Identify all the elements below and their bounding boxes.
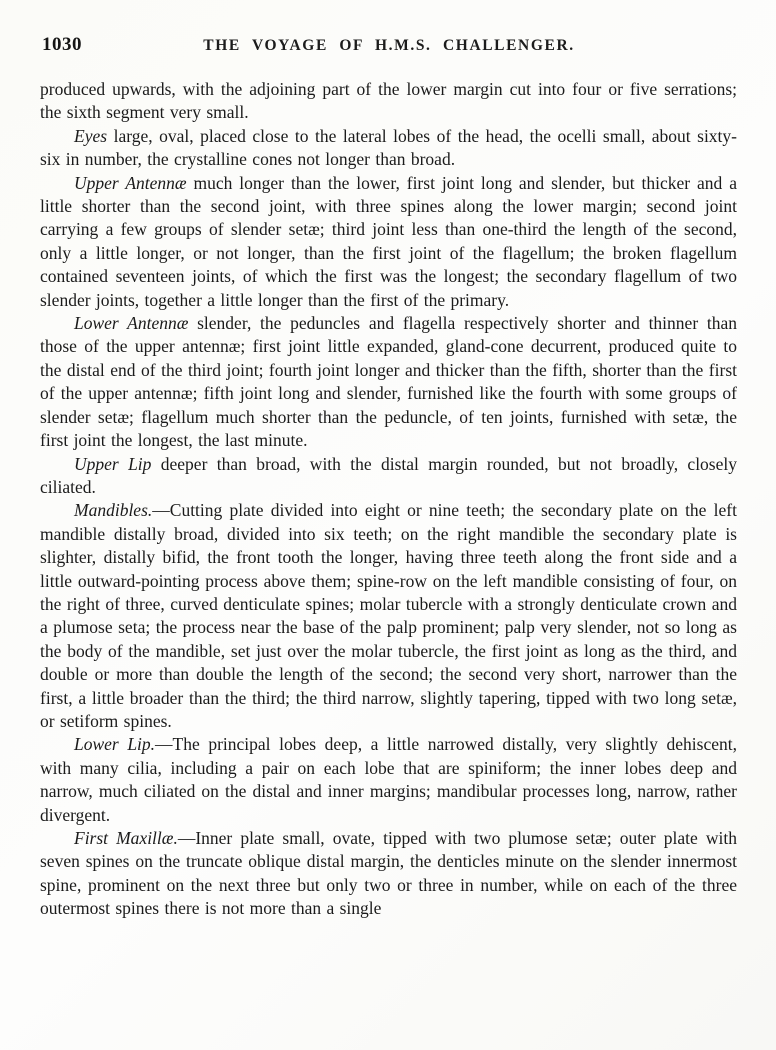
paragraph-lead: Eyes [74,125,108,146]
paragraph: Eyes large, oval, placed close to the lateral lobes of the head, the ocelli small, about sixty-six in number, the crystalline cones not longer than broad. [40,125,737,170]
paragraph-lead: Upper Antennæ [74,172,187,193]
paragraph: Upper Antennæ much longer than the lower, first joint long and slender, but thicker and a little shorter than the second joint, with three spines along the lower margin; second joint carrying a few groups of slender setæ; third joint less than one-third the length of the second, only a little longer, or not longer, than the first joint of the flagellum; the broken flagellum contained seventeen joints, of which the first was the longest; the secondary flagellum of two slender joints, together a little longer than the first of the primary. [40,172,737,310]
paragraph: Mandibles.—Cutting plate divided into eight or nine teeth; the secondary plate on the left mandible distally broad, divided into six teeth; on the right mandible the secondary plate is slighter, distally bifid, the front tooth the longer, having three teeth along the front side and a little outward-pointing process above them; spine-row on the left mandible consisting of four, on the right of three, curved denticulate spines; molar tubercle with a strongly denticulate crown and a plumose seta; the process near the base of the palp prominent; palp very slender, not so long as the body of the mandible, set just over the molar tubercle, the first joint as long as the third, and double or more than double the length of the second; the second very short, narrower than the first, a little broader than the third; the third narrow, slightly tapering, tipped with two long setæ, or setiform spines. [40,500,737,731]
paragraph: Lower Antennæ slender, the peduncles and flagella respectively shorter and thinner than those of the upper antennæ; first joint little expanded, gland-cone decurrent, produced quite to the distal end of the third joint; fourth joint longer and thicker than the fifth, shorter than the first of the upper antennæ; fifth joint long and slender, furnished like the fourth with some groups of slender setæ; flagellum much shorter than the peduncle, of ten joints, furnished with setæ, the first joint the longest, the last minute. [40,313,737,451]
paragraph: Upper Lip deeper than broad, with the distal margin rounded, but not broadly, closely ciliated. [40,453,737,497]
paragraph-lead: First Maxillæ. [74,828,178,848]
paragraph-lead: Upper Lip [74,453,152,474]
paragraph-lead: Mandibles. [74,500,153,521]
paragraph: Lower Lip.—The principal lobes deep, a little narrowed distally, very slightly dehiscent, with many cilia, including a pair on each lobe that are spiniform; the inner lobes deep and narrow, much ciliated on the distal and inner margins; mandibular processes long, narrow, rather divergent. [40,734,737,825]
running-head [42,34,736,56]
page-number: 1030 [42,34,82,55]
paragraph: produced upwards, with the adjoining part of the lower margin cut into four or five serrations; the sixth segment very small. [40,79,737,123]
paragraph-lead: Lower Antennæ [74,313,189,334]
paragraph-lead: Lower Lip. [74,734,156,755]
paragraph: First Maxillæ.—Inner plate small, ovate, tipped with two plumose setæ; outer plate with seven spines on the truncate oblique distal margin, the denticles minute on the slender innermost spine, prominent on the next three but only two or three in number, while on each of the three outermost spines there is not more than a single [40,828,737,919]
running-title: THE VOYAGE OF H.M.S. CHALLENGER. [203,37,575,54]
page-body [40,78,737,921]
